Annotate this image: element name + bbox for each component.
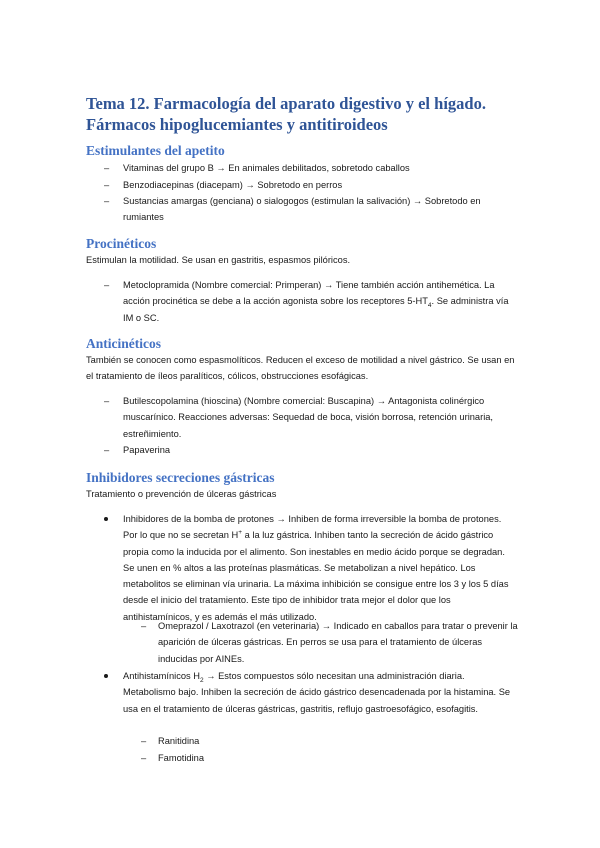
list-item [104,442,521,458]
list-item [104,177,518,193]
list-item-text: Sustancias amargas (genciana) o sialogogos (estimulan la salivación) → Sobretodo en rumiantes [123,196,481,223]
list-item [141,618,518,667]
dash-marker: – [104,196,110,206]
heading-inhibidores: Inhibidores secreciones gástricas [86,470,275,485]
list-item-text: Famotidina [158,753,204,763]
dash-marker: – [141,621,147,631]
list-item [123,511,518,625]
dash-marker: – [104,280,110,290]
list-item [104,193,518,226]
dash-marker: – [141,753,147,763]
list-item-text: Butilescopolamina (hioscina) (Nombre comercial: Buscapina) → Antagonista colinérgico muscarínico. Reacciones adversas: Sequedad de boca, visión borrosa, retención urinaria, estreñimiento. [123,396,494,439]
heading-estimulantes: Estimulantes del apetito [86,143,225,158]
list-item-text: Benzodiacepinas (diacepam) → Sobretodo en perros [123,180,343,190]
list-item-text: Papaverina [123,445,171,455]
list-item [104,277,515,326]
list-item-text: Inhibidores de la bomba de protones → Inhiben de forma irreversible la bomba de protones. Por lo que no se secretan H+ a la luz gástrica. Inhiben tanto la secreción de ácido gástrico propia como la inducida por el alimento. Son inestables en medio ácido porque se degradan. Se unen en % altos a las proteínas plasmáticas. Se metabolizan a nivel hepático. Los metabolitos se eliminan vía urinaria. La máxima inhibición se consigue entre los 3 y los 5 días desde el inicio del tratamiento. Este tipo de inhibidor trata mejor el dolor que los antihistamínicos, y es además el más utilizado. [123,514,509,622]
heading-anticineticos: Anticinéticos [86,336,161,351]
list-item [123,668,518,717]
bullet-marker [104,674,108,678]
dash-marker: – [104,163,110,173]
document-title [86,93,526,135]
list-item-text: Vitaminas del grupo B → En animales debilitados, sobretodo caballos [123,163,410,173]
bullet-marker [104,517,108,521]
dash-marker: – [141,736,147,746]
list-item [141,750,518,766]
heading-procineticos: Procinéticos [86,236,157,251]
title-line-1: Tema 12. Farmacología del aparato digestivo y el hígado. [86,94,486,113]
paragraph-inhibidores: Tratamiento o prevención de úlceras gástricas [86,489,277,499]
title-line-2: Fármacos hipoglucemiantes y antitiroideos [86,115,388,134]
dash-marker: – [104,396,110,406]
list-item-text: Metoclopramida (Nombre comercial: Primperan) → Tiene también acción antihemética. La acción procinética se debe a la acción agonista sobre los receptores $5-HT_4$. Se administra vía IM o SC. [123,280,509,323]
dash-marker: – [104,445,110,455]
list-item-text: Antihistamínicos $H_2$ → Estos compuestos sólo necesitan una administración diaria. Metabolismo bajo. Inhiben la secreción de ácido gástrico desencadenada por la histamina. Se usa en el tratamiento de úlceras gástricas, gastritis, reflujo gastroesofágico, esofagitis. [123,671,511,714]
list-item [141,733,518,749]
dash-marker: – [104,180,110,190]
paragraph-procineticos: Estimulan la motilidad. Se usan en gastritis, espasmos pilóricos. [86,255,351,265]
list-item-text: Omeprazol / Laxotrazol (en veterinaria) → Indicado en caballos para tratar o prevenir la aparición de úlceras gástricas. En perros se usa para el tratamiento de úlceras inducidas por AINEs. [158,621,518,664]
paragraph-anticineticos: También se conocen como espasmolíticos. Reducen el exceso de motilidad a nivel gástrico. Se usan en el tratamiento de íleos paralíticos, cólicos, obstrucciones esofágicas. [86,355,515,382]
list-item [104,160,518,176]
list-item [104,393,521,442]
list-item-text: Ranitidina [158,736,200,746]
